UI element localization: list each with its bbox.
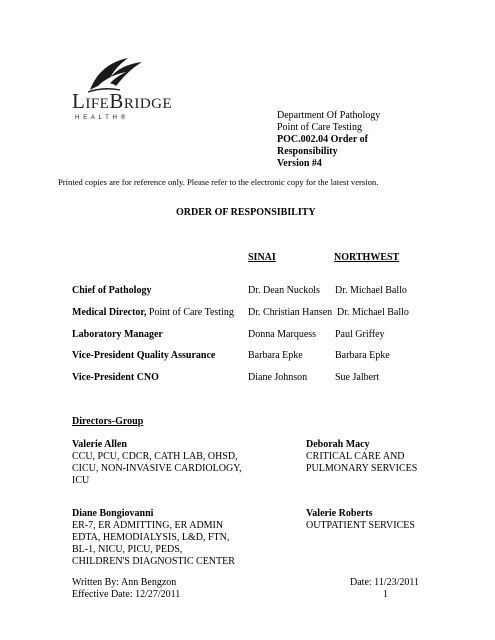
director-units: ICU (72, 475, 90, 486)
role-sinai: Diane Johnson (248, 372, 308, 383)
print-notice: Printed copies are for reference only. Please refer to the electronic copy for the latest version. (58, 177, 379, 187)
director-name: Deborah Macy (306, 439, 370, 450)
header-program: Point of Care Testing (277, 122, 362, 133)
director-units: ER-7, ER ADMITTING, ER ADMIN (72, 520, 224, 531)
director-block (306, 508, 415, 532)
role-row (72, 329, 472, 341)
role-sinai: Barbara Epke (248, 350, 303, 361)
header-department: Department Of Pathology (277, 110, 381, 121)
director-block (72, 439, 242, 487)
director-name: Diane Bongiovanni (72, 508, 154, 519)
footer-date: Date: 11/23/2011 (350, 577, 419, 588)
role-title: Chief of Pathology (72, 285, 152, 296)
column-sinai: SINAI (248, 252, 276, 263)
role-northwest: Paul Griffey (335, 329, 385, 340)
role-title: Vice-President CNO (72, 372, 159, 383)
logo-wordmark: LifeBridge (72, 89, 173, 113)
role-title: Vice-President Quality Assurance (72, 350, 216, 361)
director-units: BL-1, NICU, PICU, PEDS, (72, 544, 183, 555)
role-title: Laboratory Manager (72, 329, 163, 340)
director-name: Valerie Allen (72, 439, 127, 450)
footer-effective-date: Effective Date: 12/27/2011 (72, 589, 181, 600)
director-block (72, 508, 235, 568)
role-northwest: Sue Jalbert (335, 372, 380, 383)
role-sinai: Dr. Christian Hansen (248, 307, 333, 318)
logo-trademark: ® (120, 114, 126, 121)
director-units: CICU, NON-INVASIVE CARDIOLOGY, (72, 463, 242, 474)
bird-logo-icon (86, 52, 146, 94)
role-sinai: Dr. Dean Nuckols (248, 285, 320, 296)
role-sinai: Donna Marquess (248, 329, 317, 340)
director-units: EDTA, HEMODIALYSIS, L&D, FTN, (72, 532, 230, 543)
footer-written-by: Written By: Ann Bengzon (72, 577, 177, 588)
role-northwest: Barbara Epke (335, 350, 390, 361)
role-suffix: Point of Care Testing (146, 307, 234, 318)
director-units: CCU, PCU, CDCR, CATH LAB, OHSD, (72, 451, 238, 462)
lifebridge-logo (72, 52, 212, 128)
role-row (72, 372, 472, 384)
page-title: ORDER OF RESPONSIBILITY (176, 207, 316, 218)
role-title: Medical Director, (72, 307, 147, 318)
director-units: CHILDREN'S DIAGNOSTIC CENTER (72, 556, 235, 567)
director-block (306, 439, 417, 475)
role-northwest: Dr. Michael Ballo (337, 307, 409, 318)
logo-subtitle: HEALTH (75, 114, 121, 121)
directors-heading: Directors-Group (72, 416, 144, 427)
header-doc-id: POC.002.04 Order of (277, 134, 368, 145)
director-units: OUTPATIENT SERVICES (306, 520, 415, 531)
role-northwest: Dr. Michael Ballo (335, 285, 407, 296)
role-row (72, 307, 492, 319)
director-units: CRITICAL CARE AND (306, 451, 405, 462)
footer-page-number: 1 (383, 589, 388, 600)
header-version: Version #4 (277, 158, 322, 169)
header-doc-id-cont: Responsibility (277, 146, 338, 157)
role-row (72, 285, 472, 297)
director-units: PULMONARY SERVICES (306, 463, 418, 474)
column-northwest: NORTHWEST (334, 252, 400, 263)
role-row (72, 350, 472, 362)
document-header (277, 110, 380, 170)
director-name: Valerie Roberts (306, 508, 373, 519)
